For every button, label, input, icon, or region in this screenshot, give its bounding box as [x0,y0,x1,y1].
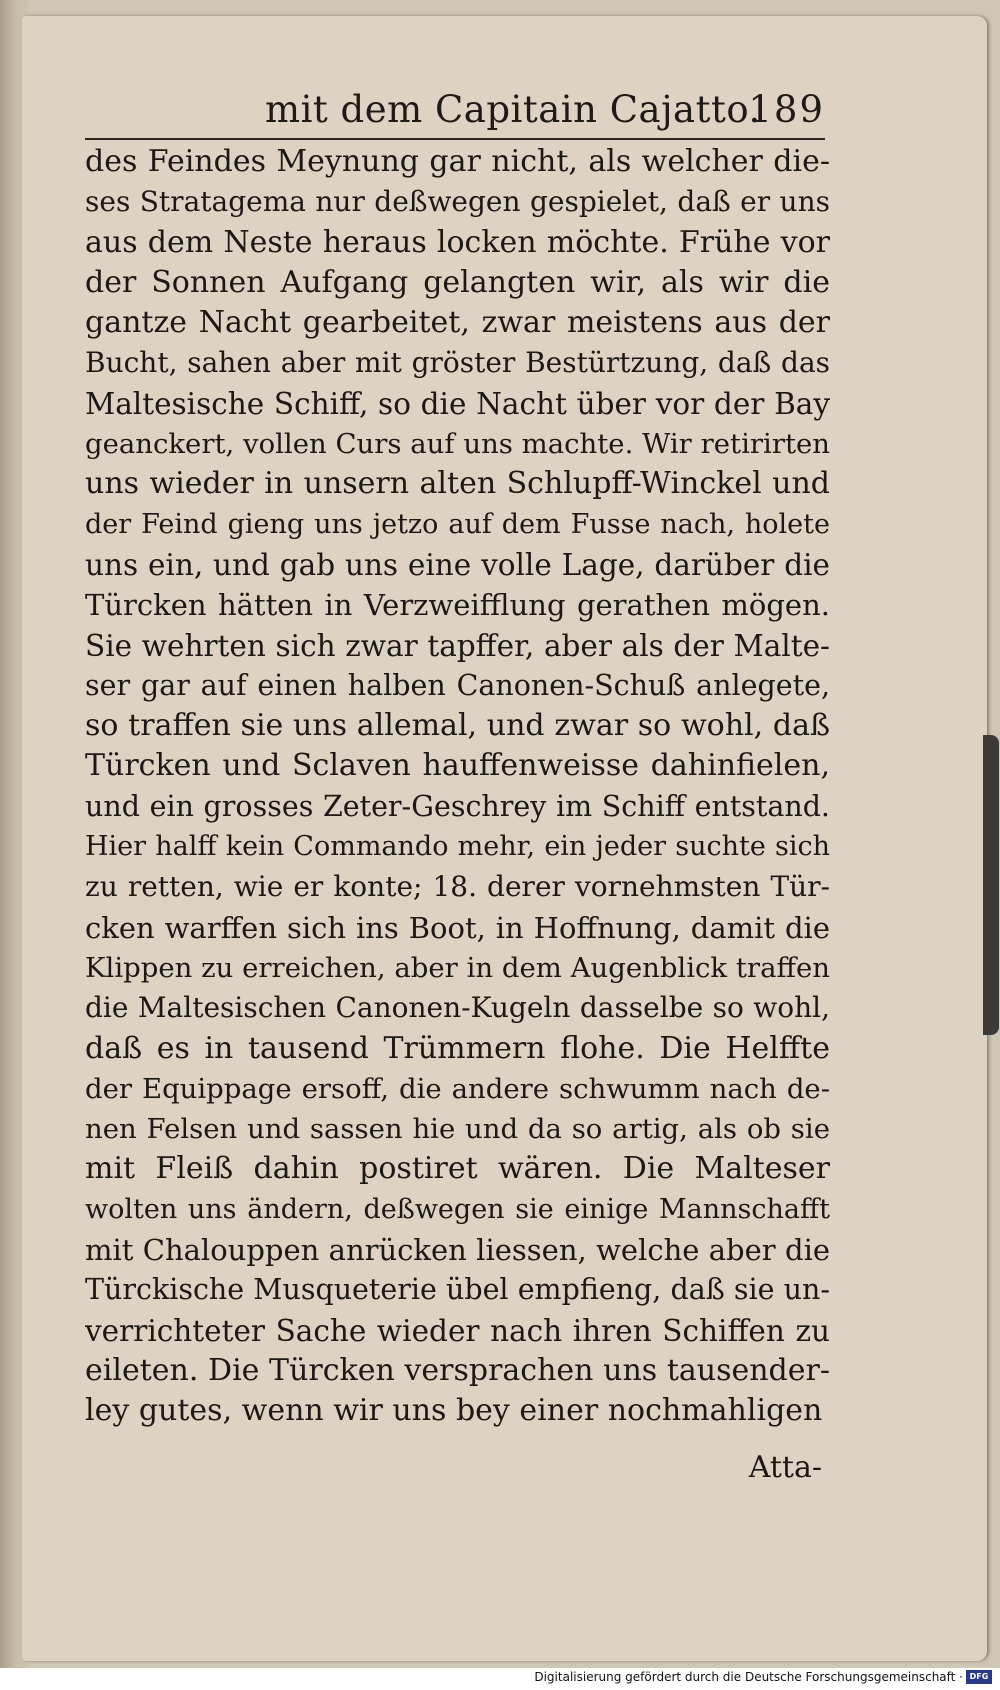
text-line: mit Chalouppen anrücken liessen, welche aber die [85,1233,830,1268]
text-line: eileten. Die Türcken versprachen uns tausender- [85,1352,830,1388]
text-line: verrichteter Sache wieder nach ihren Schiffen zu [85,1313,830,1348]
text-line: Bucht, sahen aber mit gröster Bestürtzung, daß das [85,346,830,380]
text-line: der Feind gieng uns jetzo auf dem Fusse nach, holete [85,508,830,540]
text-line: Türckische Musqueterie übel empfieng, daß sie un- [85,1273,830,1307]
text-line: der Sonnen Aufgang gelangten wir, als wir die [85,264,830,300]
digitization-footer [534,1670,992,1684]
text-line: ses Stratagema nur deßwegen gespielet, daß er uns [85,185,830,219]
text-line: uns ein, und gab uns eine volle Lage, darüber die [85,547,830,582]
text-line: Maltesische Schiff, so die Nacht über vor der Bay [85,386,830,421]
text-line: uns wieder in unsern alten Schlupff-Winckel und [85,466,830,502]
body-text [85,142,830,1432]
page-header [265,82,825,138]
text-line: Sie wehrten sich zwar tapffer, aber als der Malte- [85,628,830,663]
text-line: Türcken hätten in Verzweifflung gerathen mögen. [85,588,830,623]
text-line: Türcken und Sclaven hauffenweisse dahinfielen, [85,748,830,784]
text-line: Hier halff kein Commando mehr, ein jeder suchte sich [85,831,830,863]
page-number: 189 [748,88,825,131]
header-rule [85,138,825,140]
text-line: und ein grosses Zeter-Geschrey im Schiff entstand. [85,789,830,823]
text-line: gantze Nacht gearbeitet, zwar meistens aus der [85,305,830,341]
text-line: so traffen sie uns allemal, und zwar so wohl, daß [85,708,830,744]
text-line: zu retten, wie er konte; 18. derer vornehmsten Tür- [85,870,830,904]
text-line: mit Fleiß dahin postiret wären. Die Malteser [85,1151,830,1187]
text-line: cken warffen sich ins Boot, in Hoffnung, damit die [85,910,830,945]
text-line: daß es in tausend Trümmern flohe. Die Helffte [85,1030,830,1066]
text-line: nen Felsen und sassen hie und da so artig, als ob sie [85,1113,830,1146]
text-line: ser gar auf einen halben Canonen-Schuß anlegete, [85,668,830,702]
catchword: Atta- [748,1450,822,1485]
digitization-credit: Digitalisierung gefördert durch die Deutsche Forschungsgemeinschaft · [534,1670,963,1684]
dfg-logo-icon: DFG [966,1670,992,1684]
running-title: mit dem Capitain Cajatto. [265,88,761,131]
text-line: ley gutes, wenn wir uns bey einer nochmahligen [85,1393,823,1429]
text-line: des Feindes Meynung gar nicht, als welcher die- [85,144,830,179]
text-line: wolten uns ändern, deßwegen sie einige Mannschafft [85,1193,830,1225]
text-line: der Equippage ersoff, die andere schwumm nach de- [85,1072,830,1105]
text-line: geanckert, vollen Curs auf uns machte. Wir retirirten [85,428,830,461]
text-line: aus dem Neste heraus locken möchte. Frühe vor [85,224,830,260]
text-line: Klippen zu erreichen, aber in dem Augenblick traffen [85,951,830,984]
text-line: die Maltesischen Canonen-Kugeln dasselbe so wohl, [85,991,830,1025]
page-clip-tab [983,735,999,1035]
